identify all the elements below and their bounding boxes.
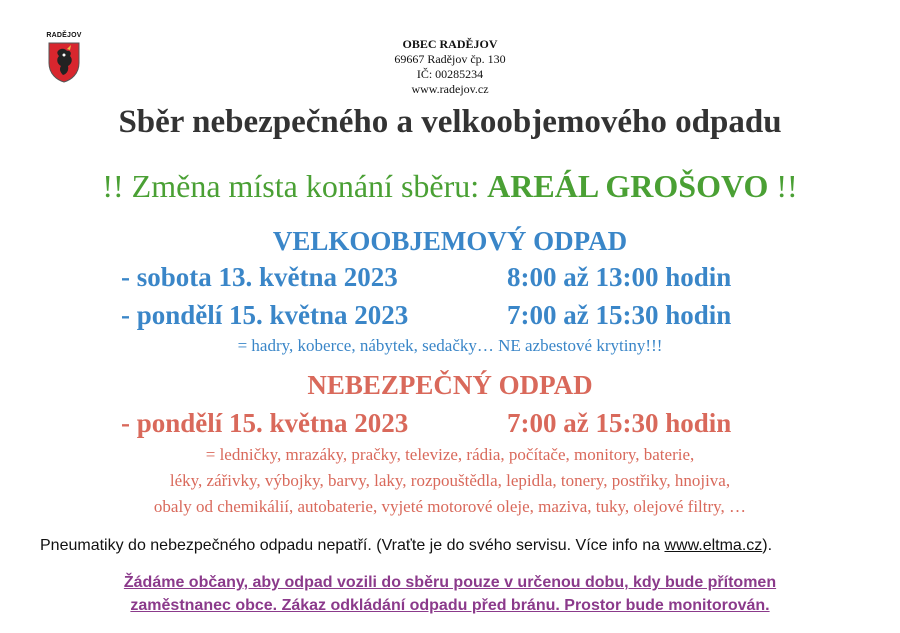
hazardous-heading: NEBEZPEČNÝ ODPAD <box>307 370 593 400</box>
bulky-items: = hadry, koberce, nábytek, sedačky… NE azbestové krytiny!!! <box>237 336 663 355</box>
bulky-date: - pondělí 15. května 2023 <box>121 300 409 330</box>
bulky-time: 8:00 až 13:00 hodin <box>507 262 732 292</box>
eltma-link[interactable]: www.eltma.cz <box>664 537 763 554</box>
hazardous-time: 7:00 až 15:30 hodin <box>507 408 732 438</box>
notice-suffix: !! <box>768 168 798 204</box>
bulky-heading: VELKOOBJEMOVÝ ODPAD <box>272 226 628 256</box>
hazardous-items-line: léky, zářivky, výbojky, barvy, laky, rozpouštědla, lepidla, tonery, postřiky, hnojiva, <box>169 471 731 490</box>
org-name: OBEC RADĚJOV <box>402 37 498 51</box>
hazardous-date: - pondělí 15. května 2023 <box>121 408 409 438</box>
org-web: www.radejov.cz <box>411 82 489 96</box>
note-end: ). <box>762 537 773 554</box>
notice-prefix: !! Změna místa konání sběru: <box>102 168 488 204</box>
location-notice <box>0 168 900 205</box>
warning-line: zaměstnanec obce. Zákaz odkládání odpadu před bránu. Prostor bude monitorován. <box>130 597 770 614</box>
page-title: Sběr nebezpečného a velkoobjemového odpadu <box>118 104 782 140</box>
warning-line: Žádáme občany, aby odpad vozili do sběru pouze v určenou dobu, kdy bude přítomen <box>123 574 777 591</box>
hazardous-items-line: = ledničky, mrazáky, pračky, televize, rádia, počítače, monitory, baterie, <box>205 445 695 464</box>
note-text: Pneumatiky do nebezpečného odpadu nepatří. (Vraťte je do svého servisu. Více info na <box>40 537 665 554</box>
crest <box>40 32 88 83</box>
org-ico: IČ: 00285234 <box>416 67 484 81</box>
header <box>290 36 610 97</box>
crest-label: RADĚJOV <box>46 32 82 39</box>
hazardous-items-line: obaly od chemikálií, autobaterie, vyjeté motorové oleje, maziva, tuky, olejové filtry, … <box>153 497 747 516</box>
notice-place: AREÁL GROŠOVO <box>487 168 769 204</box>
bulky-date: - sobota 13. května 2023 <box>121 262 398 292</box>
coat-of-arms-icon <box>47 41 81 83</box>
org-address: 69667 Radějov čp. 130 <box>394 52 506 66</box>
bulky-time: 7:00 až 15:30 hodin <box>507 300 732 330</box>
tyres-note <box>40 537 772 555</box>
